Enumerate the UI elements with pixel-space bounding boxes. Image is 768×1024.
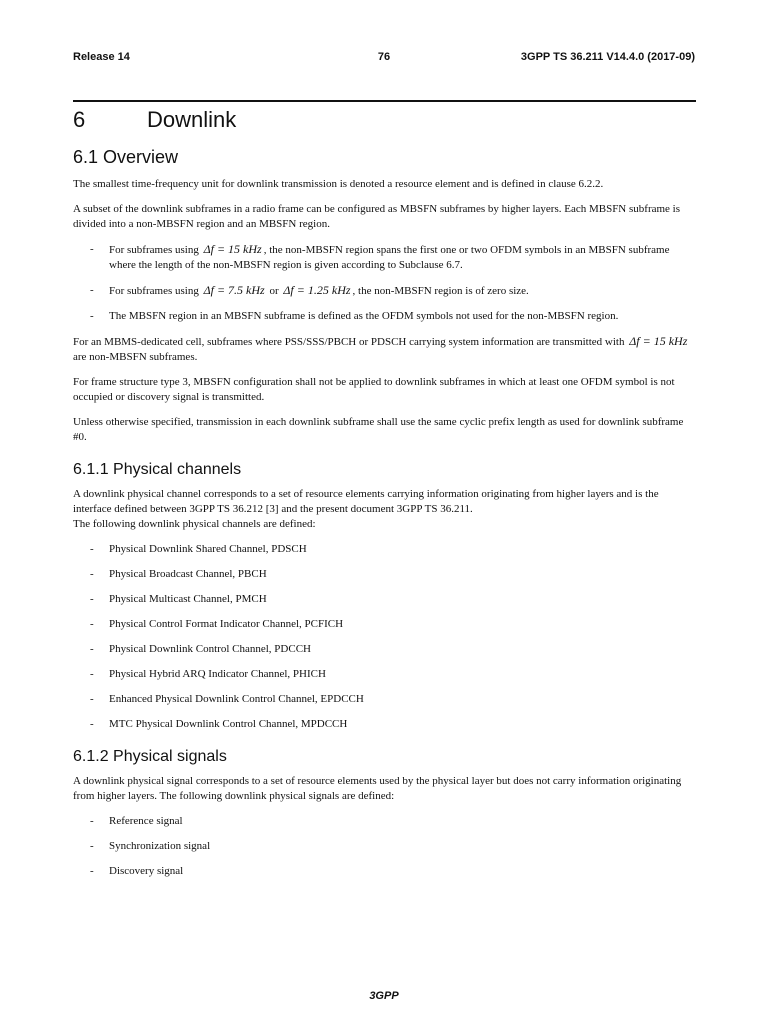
bullet-dash: -	[90, 693, 94, 705]
overview-bullet-1	[73, 242, 696, 273]
bullet-dash: -	[90, 310, 94, 322]
channel-list-item-text: Physical Multicast Channel, PMCH	[109, 593, 267, 605]
overview-paragraph-4: For frame structure type 3, MBSFN configuration shall not be applied to downlink subframes in which at least one OFDM symbol is not occupied or discovery signal is transmitted.	[73, 376, 675, 403]
channel-list-item	[73, 692, 696, 707]
channel-list-item-text: Physical Control Format Indicator Channel, PCFICH	[109, 618, 344, 630]
paragraph-3-pre: For an MBMS-dedicated cell, subframes where PSS/SSS/PBCH or PDSCH carrying system information are transmitted with	[73, 336, 625, 348]
channel-list-item	[73, 542, 696, 557]
channel-list-item	[73, 717, 696, 732]
channel-list	[73, 542, 696, 732]
bullet-dash: -	[90, 815, 94, 827]
signal-list	[73, 814, 696, 879]
bullet-2-math-1: Δf = 7.5 kHz	[203, 283, 265, 297]
bullet-2-post: , the non-MBSFN region is of zero size.	[352, 285, 529, 297]
section-number: 6	[73, 107, 86, 132]
bullet-dash: -	[90, 668, 94, 680]
channels-paragraph	[73, 487, 696, 532]
signal-list-item-text: Discovery signal	[109, 865, 184, 877]
bullet-dash: -	[90, 618, 94, 630]
bullet-1-post: , the non-MBSFN region spans the first one or two OFDM symbols in an MBSFN subframe where the length of the non-MBSFN region is given according to Subclause 6.7.	[109, 244, 670, 271]
channels-paragraph-1: A downlink physical channel corresponds to a set of resource elements carrying information originating from higher layers and is the interface defined between 3GPP TS 36.212 [3] and the present document 3GPP TS 36.211.	[73, 488, 659, 515]
signal-list-item	[73, 839, 696, 854]
bullet-1-math: Δf = 15 kHz	[203, 242, 262, 256]
bullet-dash: -	[90, 568, 94, 580]
paragraph-3-post: are non-MBSFN subframes.	[73, 351, 198, 363]
header-page-number: 76	[377, 51, 391, 63]
bullet-dash: -	[90, 284, 94, 296]
channel-list-item	[73, 567, 696, 582]
bullet-dash: -	[90, 593, 94, 605]
section-heading	[73, 106, 696, 134]
header-release: Release 14	[73, 51, 130, 63]
overview-paragraph-1: The smallest time-frequency unit for downlink transmission is denoted a resource element and is defined in clause 6.2.2.	[73, 178, 604, 190]
header-rule	[73, 100, 696, 102]
channel-list-item-text: Physical Hybrid ARQ Indicator Channel, PHICH	[109, 668, 326, 680]
channel-list-item-text: Enhanced Physical Downlink Control Channel, EPDCCH	[109, 693, 364, 705]
overview-bullet-3	[73, 309, 696, 324]
bullet-dash: -	[90, 718, 94, 730]
bullet-dash: -	[90, 243, 94, 255]
bullet-dash: -	[90, 643, 94, 655]
signals-paragraph: A downlink physical signal corresponds to a set of resource elements used by the physical layer but does not carry information originating from higher layers. The following downlink physical signals are defined:	[73, 775, 682, 802]
channel-list-item	[73, 642, 696, 657]
channel-list-item	[73, 617, 696, 632]
overview-heading: 6.1 Overview	[73, 147, 179, 167]
paragraph-3-math: Δf = 15 kHz	[629, 334, 688, 348]
header-spec: 3GPP TS 36.211 V14.4.0 (2017-09)	[520, 51, 695, 63]
channel-list-item	[73, 667, 696, 682]
channel-list-item	[73, 592, 696, 607]
overview-paragraph-2: A subset of the downlink subframes in a radio frame can be configured as MBSFN subframes by higher layers. Each MBSFN subframe is divided into a non-MBSFN region and an MBSFN region.	[73, 203, 681, 230]
overview-paragraph-3	[73, 334, 696, 365]
footer-3gpp: 3GPP	[369, 990, 399, 1002]
channels-heading: 6.1.1 Physical channels	[73, 461, 242, 478]
channel-list-item-text: Physical Broadcast Channel, PBCH	[109, 568, 267, 580]
bullet-2-pre: For subframes using	[109, 285, 199, 297]
bullet-1-pre: For subframes using	[109, 244, 199, 256]
bullet-dash: -	[90, 840, 94, 852]
bullet-2-math-2: Δf = 1.25 kHz	[283, 283, 351, 297]
channels-paragraph-2: The following downlink physical channels are defined:	[73, 518, 316, 530]
document-body	[73, 106, 696, 889]
bullet-dash: -	[90, 543, 94, 555]
channel-list-item-text: MTC Physical Downlink Control Channel, MPDCCH	[109, 718, 348, 730]
bullet-3-text: The MBSFN region in an MBSFN subframe is defined as the OFDM symbols not used for the non-MBSFN region.	[109, 310, 619, 322]
bullet-dash: -	[90, 865, 94, 877]
overview-bullet-2	[73, 283, 696, 299]
bullet-2-or: or	[269, 285, 279, 297]
channel-list-item-text: Physical Downlink Shared Channel, PDSCH	[109, 543, 307, 555]
overview-paragraph-5: Unless otherwise specified, transmission in each downlink subframe shall use the same cyclic prefix length as used for downlink subframe #0.	[73, 416, 684, 443]
signals-heading: 6.1.2 Physical signals	[73, 748, 227, 765]
section-title: Downlink	[147, 107, 237, 132]
signal-list-item-text: Reference signal	[109, 815, 183, 827]
signal-list-item-text: Synchronization signal	[109, 840, 211, 852]
channel-list-item-text: Physical Downlink Control Channel, PDCCH	[109, 643, 311, 655]
signal-list-item	[73, 864, 696, 879]
signal-list-item	[73, 814, 696, 829]
